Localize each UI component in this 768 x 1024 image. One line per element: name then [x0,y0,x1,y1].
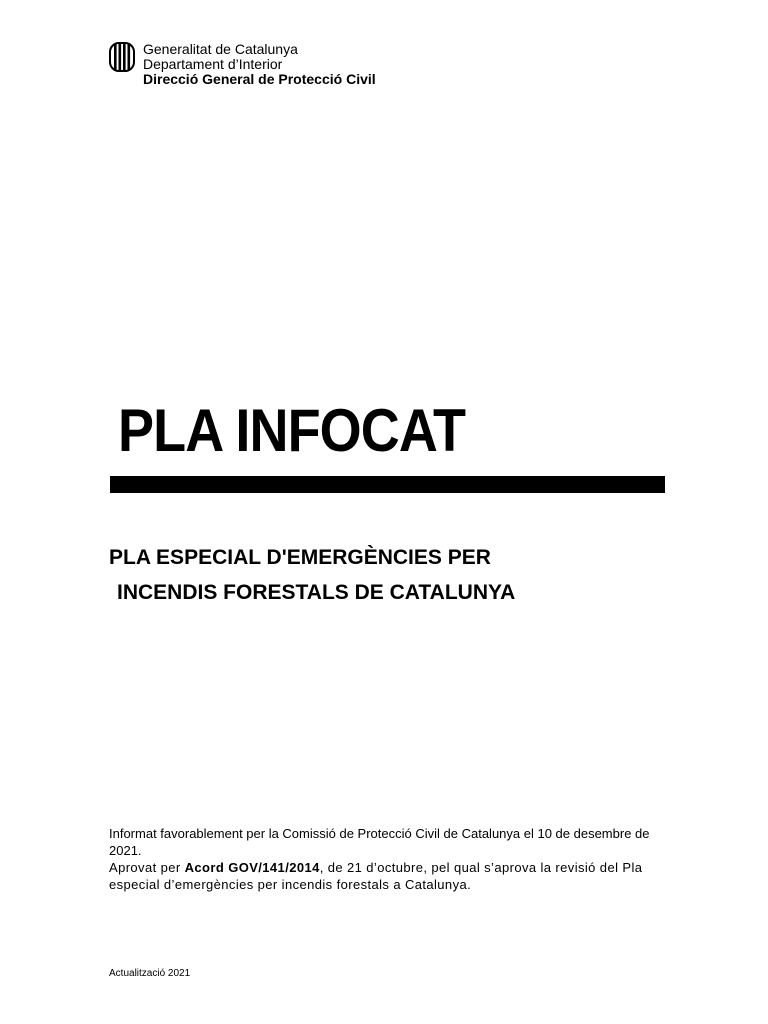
title-underline-bar [110,476,665,493]
approval-notes [109,825,669,893]
acord-reference: Acord GOV/141/2014 [184,860,320,875]
document-header [109,42,376,87]
org-name: Generalitat de Catalunya [143,41,298,57]
aprovat-note [109,859,669,893]
aprovat-prefix: Aprovat per [109,860,185,875]
directorate-name: Direcció General de Protecció Civil [143,71,376,87]
aprovat-suffix: , de 21 d’octubre, pel qual s’aprova la revisió del Pla especial d’emergències per incendis forestals a Catalunya. [109,860,643,892]
document-subtitle [109,540,515,610]
document-title: PLA INFOCAT [118,397,466,464]
senyera-logo-icon [109,42,135,72]
department-name: Departament d’Interior [143,56,283,72]
informat-note: Informat favorablement per la Comissió de Protecció Civil de Catalunya el 10 de desembre de 2021. [109,826,650,858]
update-label: Actualització 2021 [109,968,191,979]
subtitle-line-1: PLA ESPECIAL D'EMERGÈNCIES PER [109,546,491,569]
organization-block [143,42,376,87]
subtitle-line-2: INCENDIS FORESTALS DE CATALUNYA [117,581,516,604]
